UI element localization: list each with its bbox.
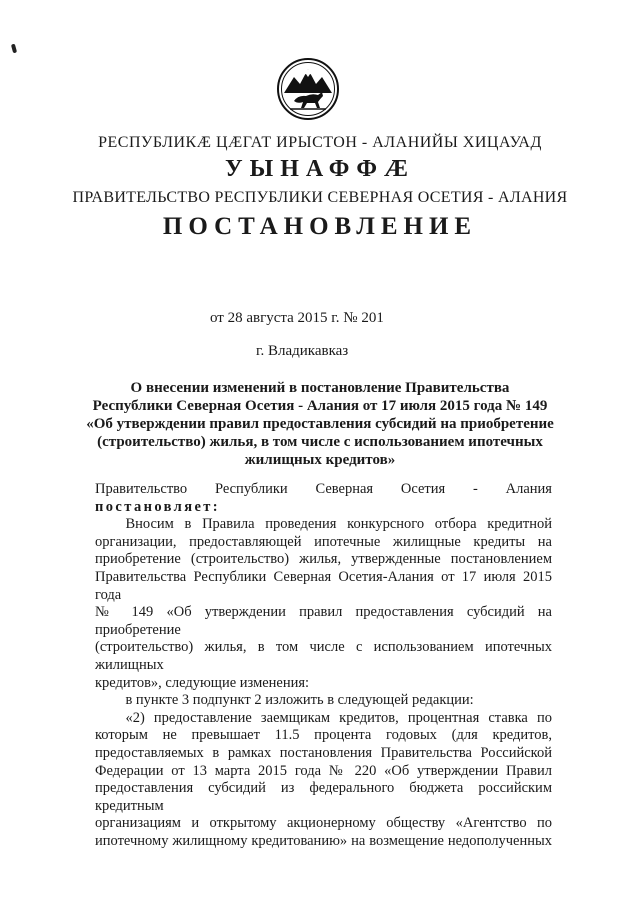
paragraph-line: Вносим в Правила проведения конкурсного отбора кредитной (125, 516, 552, 533)
document-type-ossetian: УЫНАФФӔ (225, 156, 415, 182)
decree-title-line: «Об утверждении правил предоставления субсидий на приобретение (86, 416, 554, 432)
preamble-word: Правительство (95, 481, 188, 497)
paragraph-line: организации, предоставляющей ипотечные жилищные кредиты на (95, 533, 552, 550)
decree-title (0, 379, 640, 469)
paragraph-line: предоставляемых в рамках постановления Правительства Российской (95, 744, 552, 761)
preamble-word: Северная (315, 481, 374, 497)
republic-name-ossetian: РЕСПУБЛИКӔ ЦӔГАТ ИРЫСТОН - АЛАНИЙЫ ХИЦАУАД (98, 134, 542, 151)
decree-title-line: (строительство) жилья, в том числе с использованием ипотечных (97, 434, 543, 450)
decree-title-line: О внесении изменений в постановление Правительства (130, 380, 510, 396)
scan-speck (11, 44, 17, 54)
paragraph-line: предоставления субсидий из федерального бюджета российским кредитным (95, 780, 552, 814)
paragraph-line: кредитов», следующие изменения: (95, 674, 310, 691)
decree-body (95, 481, 552, 850)
preamble-word: Осетия (400, 481, 446, 497)
paragraph-line: «2) предоставление заемщикам кредитов, процентная ставка по (125, 709, 552, 726)
preamble (95, 481, 552, 499)
decree-title-line: жилищных кредитов» (244, 452, 396, 468)
paragraph-line: ипотечному жилищному кредитованию» на возмещение недополученных (95, 832, 552, 849)
paragraph-line: организациям и открытому акционерному обществу «Агентство по (95, 815, 552, 832)
paragraph-line: № 149 «Об утверждении правил предоставления субсидий на приобретение (95, 604, 552, 638)
decree-title-line: Республики Северная Осетия - Алания от 17 июля 2015 года № 149 (92, 398, 548, 414)
paragraph-line: Правительства Республики Северная Осетия-Алания от 17 июля 2015 года (95, 568, 552, 603)
preamble-word: - (473, 481, 478, 497)
decree-word: постановляет: (95, 498, 221, 515)
coat-of-arms-emblem (276, 57, 340, 121)
paragraph-line: (строительство) жилья, в том числе с использованием ипотечных жилищных (95, 639, 552, 673)
paragraph-line: приобретение (строительство) жилья, утвержденные постановлением (95, 551, 552, 568)
decree-city: г. Владикавказ (256, 343, 349, 359)
preamble-word: Алания (505, 481, 552, 497)
document-type-russian: ПОСТАНОВЛЕНИЕ (162, 213, 478, 240)
decree-date-number: от 28 августа 2015 г. № 201 (210, 310, 384, 326)
paragraph-line: Федерации от 13 марта 2015 года № 220 «Об утверждении Правил (95, 762, 552, 779)
preamble-word: Республики (214, 481, 288, 497)
paragraph-line: в пункте 3 подпункт 2 изложить в следующей редакции: (125, 692, 474, 709)
government-name-russian: ПРАВИТЕЛЬСТВО РЕСПУБЛИКИ СЕВЕРНАЯ ОСЕТИЯ - АЛАНИЯ (72, 189, 568, 206)
paragraph-line: которым не превышает 11.5 процента годовых (для кредитов, (95, 727, 552, 744)
